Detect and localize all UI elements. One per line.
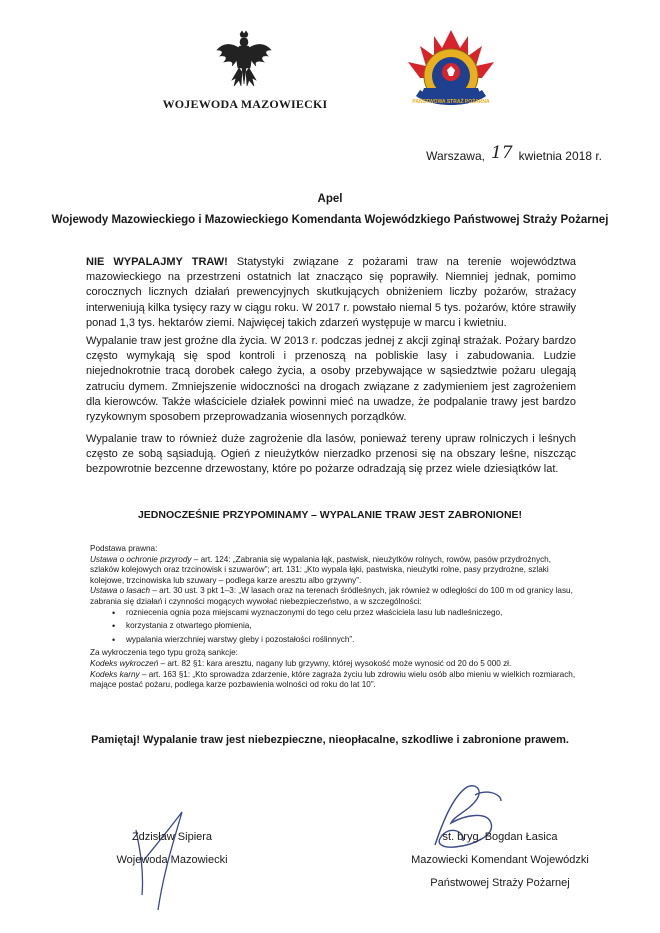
legal-code-2 bbox=[90, 670, 582, 691]
right-signatory-title-2: Państwowej Straży Pożarnej bbox=[430, 877, 570, 889]
legal-basis bbox=[90, 544, 582, 691]
reminder-heading: JEDNOCZEŚNIE PRZYPOMINAMY – WYPALANIE TRAW JEST ZABRONIONE! bbox=[137, 509, 523, 521]
legal-basis-label: Podstawa prawna: bbox=[90, 544, 158, 553]
legal-act-1-ref: Ustawa o ochronie przyrody bbox=[90, 554, 192, 564]
date-day-handwritten: 17 bbox=[490, 143, 513, 163]
issuer-name: WOJEWODA MAZOWIECKI bbox=[162, 97, 328, 111]
legal-code-2-text: – art. 163 §1: „Kto sprowadza zdarzenie, które zagraża życiu lub zdrowiu wielu osób albo mieniu w wielkich rozmiarach, mające postać pożaru, podlega karze pozbawienia wolności od roku do lat 10”. bbox=[90, 669, 576, 690]
document-date bbox=[426, 145, 602, 165]
paragraph-1 bbox=[86, 255, 576, 331]
date-prefix: Warszawa, bbox=[426, 149, 485, 163]
fire-service-emblem-text: PAŃSTWOWA STRAŻ POŻARNA bbox=[412, 99, 490, 105]
right-signatory-name: st. bryg. Bogdan Łasica bbox=[442, 831, 558, 843]
appeal-subtitle: Wojewody Mazowieckiego i Mazowieckiego Komendanta Wojewódzkiego Państwowej Straży Pożarnej bbox=[51, 214, 609, 226]
paragraph-3: Wypalanie traw to również duże zagrożenie dla lasów, ponieważ tereny upraw rolniczych i leśnych często ze sobą sąsiadują. Ogień z nieużytków nierzadko przenosi się na obszary leśne, niszcząc bezpowrotnie bezcenne drzewostany, które po pożarze odradzają się przez wiele dziesiątków lat. bbox=[86, 433, 576, 476]
legal-act-2-ref: Ustawa o lasach bbox=[90, 586, 151, 596]
polish-eagle-emblem bbox=[214, 28, 274, 92]
legal-code-2-ref: Kodeks karny bbox=[90, 669, 140, 679]
right-signatory bbox=[390, 830, 610, 899]
legal-bullet-item: • korzystania z otwartego płomienia, bbox=[112, 621, 582, 632]
paragraph-1-lead: NIE WYPALAJMY TRAW! bbox=[86, 256, 228, 268]
left-signatory-name: Zdzisław Sipiera bbox=[131, 831, 213, 843]
paragraph-1-text: Statystyki związane z pożarami traw na terenie województwa mazowieckiego na przestrzeni ostatnich lat znacząco się poprawiły. Niemniej jednak, pomimo corocznych licznych działań prewencyjnych skutkujących obniżeniem liczby pożarów, strażacy interweniują kilka tysięcy razy w ciągu roku. W 2017 r. powstało niemal 5 tys. pożarów, które strawiły ponad 1,3 tys. hektarów ziemi. Najwięcej takich zdarzeń występuje w marcu i kwietniu. bbox=[86, 256, 577, 329]
paragraph-2: Wypalanie traw jest groźne dla życia. W 2013 r. podczas jednej z akcji zginął strażak. Pożary bardzo często wymykają się spod kontroli i przenoszą na pobliskie lasy i zabudowania. Ludzie niejednokrotnie tracą dorobek całego życia, a osoby przebywające w sąsiedztwie pożaru ulegają zatruciu dymem. Zmniejszenie widoczności na drogach związane z zadymieniem jest zagrożeniem dla kierowców. Także właściciele działek powinni mieć na uwadze, że podpalanie trawy jest bardzo ryzykownym sposobem przeprowadzania wiosennych porządków. bbox=[86, 335, 576, 424]
legal-act-1-text: – art. 124: „Zabrania się wypalania łąk, pastwisk, nieużytków rolnych, rowów, pasów przydrożnych, szlaków kolejowych oraz trzcinowisk i szuwarów”; art. 131: „Kto wypala łąki, pastwiska, nieużytki rolne, pasy przydrożne, szlaki kolejowe, trzcinowiska lub szuwary – podlega karze aresztu albo grzywny”. bbox=[90, 554, 551, 585]
date-suffix: kwietnia 2018 r. bbox=[518, 149, 602, 163]
legal-act-1 bbox=[90, 555, 582, 587]
left-signatory-title: Wojewoda Mazowiecki bbox=[116, 854, 228, 866]
legal-bullet-list bbox=[90, 608, 582, 646]
closing-statement: Pamiętaj! Wypalanie traw jest niebezpieczne, nieopłacalne, szkodliwe i zabronione prawem. bbox=[91, 734, 569, 746]
legal-bullet-item: • rozniecenia ognia poza miejscami wyznaczonymi do tego celu przez właściciela lasu lub nadleśniczego, bbox=[112, 608, 582, 619]
left-signatory bbox=[102, 830, 242, 876]
legal-code-1 bbox=[90, 659, 582, 670]
penalties-label: Za wykroczenia tego typu grożą sankcje: bbox=[90, 648, 238, 658]
legal-code-1-ref: Kodeks wykroczeń bbox=[90, 658, 159, 668]
legal-bullet-item: • wypalania wierzchniej warstwy gleby i pozostałości roślinnych”. bbox=[112, 635, 582, 646]
legal-act-2 bbox=[90, 586, 582, 607]
appeal-title: Apel bbox=[317, 193, 343, 205]
right-signatory-title-1: Mazowiecki Komendant Wojewódzki bbox=[411, 854, 589, 866]
legal-code-1-text: – art. 82 §1: kara aresztu, nagany lub grzywny, której wysokość może wynosić od 20 do 5 000 zł. bbox=[158, 658, 512, 668]
legal-act-2-text: – art. 30 ust. 3 pkt 1–3: „W lasach oraz na terenach śródleśnych, jak również w odległości do 100 m od granicy lasu, zabrania się działań i czynności mogących wywołać niebezpieczeństwo, a w szczególności: bbox=[90, 586, 573, 606]
fire-service-emblem bbox=[402, 26, 500, 116]
